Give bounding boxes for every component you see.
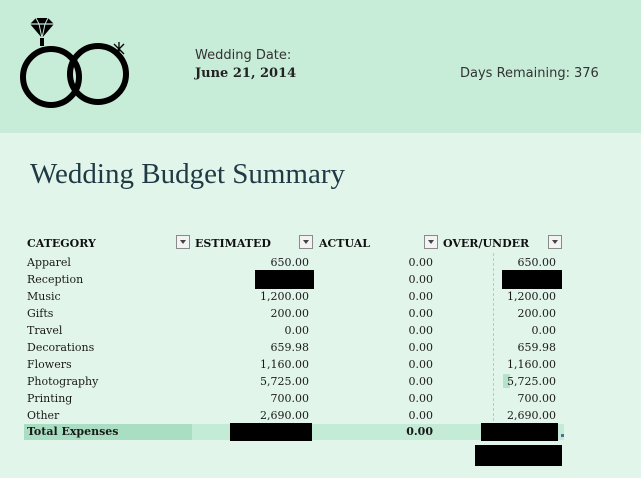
category-cell[interactable]: Printing	[27, 392, 73, 405]
actual-cell[interactable]: 0.00	[408, 273, 433, 286]
table-row[interactable]	[0, 339, 641, 356]
estimated-cell[interactable]: 1,200.00	[260, 290, 309, 303]
redacted-over-under-reception	[502, 270, 562, 289]
column-header-estimated: ESTIMATED	[195, 237, 271, 250]
actual-cell[interactable]: 0.00	[408, 358, 433, 371]
over-under-cell[interactable]: 659.98	[517, 341, 556, 354]
wedding-date-label: Wedding Date:	[195, 48, 292, 63]
redacted-footer-value	[475, 445, 562, 466]
wedding-date-value[interactable]: June 21, 2014	[195, 66, 297, 81]
over-under-cell[interactable]: 5,725.00	[507, 375, 556, 388]
estimated-cell[interactable]: 700.00	[270, 392, 309, 405]
over-under-cell[interactable]: 0.00	[531, 324, 556, 337]
actual-cell[interactable]: 0.00	[408, 290, 433, 303]
over-under-cell[interactable]: 200.00	[517, 307, 556, 320]
category-cell[interactable]: Decorations	[27, 341, 95, 354]
actual-cell[interactable]: 0.00	[408, 256, 433, 269]
days-remaining-label: Days Remaining:	[460, 66, 570, 81]
days-remaining-value: 376	[574, 66, 599, 81]
table-row[interactable]	[0, 322, 641, 339]
estimated-filter-dropdown[interactable]	[299, 235, 313, 249]
table-row[interactable]	[0, 254, 641, 271]
over-under-cell[interactable]: 700.00	[517, 392, 556, 405]
table-row[interactable]	[0, 373, 641, 390]
redacted-total-over-under	[481, 423, 558, 441]
table-resize-handle[interactable]	[561, 434, 564, 437]
table-row[interactable]	[0, 356, 641, 373]
page-title: Wedding Budget Summary	[30, 158, 346, 190]
over-under-cell[interactable]: 1,160.00	[507, 358, 556, 371]
estimated-cell[interactable]: 1,160.00	[260, 358, 309, 371]
category-cell[interactable]: Photography	[27, 375, 99, 388]
over-under-cell[interactable]: 650.00	[517, 256, 556, 269]
actual-cell[interactable]: 0.00	[408, 324, 433, 337]
estimated-cell[interactable]: 2,690.00	[260, 409, 309, 422]
redacted-estimated-reception	[255, 270, 314, 289]
table-row[interactable]	[0, 305, 641, 322]
total-expenses-label: Total Expenses	[27, 425, 119, 438]
category-filter-dropdown[interactable]	[176, 235, 190, 249]
category-cell[interactable]: Reception	[27, 273, 84, 286]
category-cell[interactable]: Flowers	[27, 358, 72, 371]
actual-cell[interactable]: 0.00	[408, 409, 433, 422]
wedding-rings-icon	[14, 14, 134, 114]
category-cell[interactable]: Music	[27, 290, 61, 303]
actual-cell[interactable]: 0.00	[408, 341, 433, 354]
estimated-cell[interactable]: 200.00	[270, 307, 309, 320]
actual-filter-dropdown[interactable]	[424, 235, 438, 249]
over-under-cell[interactable]: 2,690.00	[507, 409, 556, 422]
estimated-cell[interactable]: 650.00	[270, 256, 309, 269]
estimated-cell[interactable]: 5,725.00	[260, 375, 309, 388]
table-row[interactable]	[0, 407, 641, 424]
category-cell[interactable]: Other	[27, 409, 60, 422]
column-header-category: CATEGORY	[27, 237, 96, 250]
actual-cell[interactable]: 0.00	[408, 307, 433, 320]
category-cell[interactable]: Gifts	[27, 307, 54, 320]
category-cell[interactable]: Apparel	[27, 256, 71, 269]
actual-cell[interactable]: 0.00	[408, 392, 433, 405]
estimated-cell[interactable]: 659.98	[270, 341, 309, 354]
estimated-cell[interactable]: 0.00	[284, 324, 309, 337]
actual-cell[interactable]: 0.00	[408, 375, 433, 388]
column-header-over-under: OVER/UNDER	[443, 237, 530, 250]
table-row[interactable]	[0, 390, 641, 407]
total-actual-value[interactable]: 0.00	[406, 425, 433, 438]
header-banner	[0, 0, 641, 133]
over-under-filter-dropdown[interactable]	[548, 235, 562, 249]
redacted-total-estimated	[230, 423, 312, 441]
over-under-cell[interactable]: 1,200.00	[507, 290, 556, 303]
category-cell[interactable]: Travel	[27, 324, 63, 337]
table-row[interactable]	[0, 288, 641, 305]
column-header-actual: ACTUAL	[319, 237, 370, 250]
